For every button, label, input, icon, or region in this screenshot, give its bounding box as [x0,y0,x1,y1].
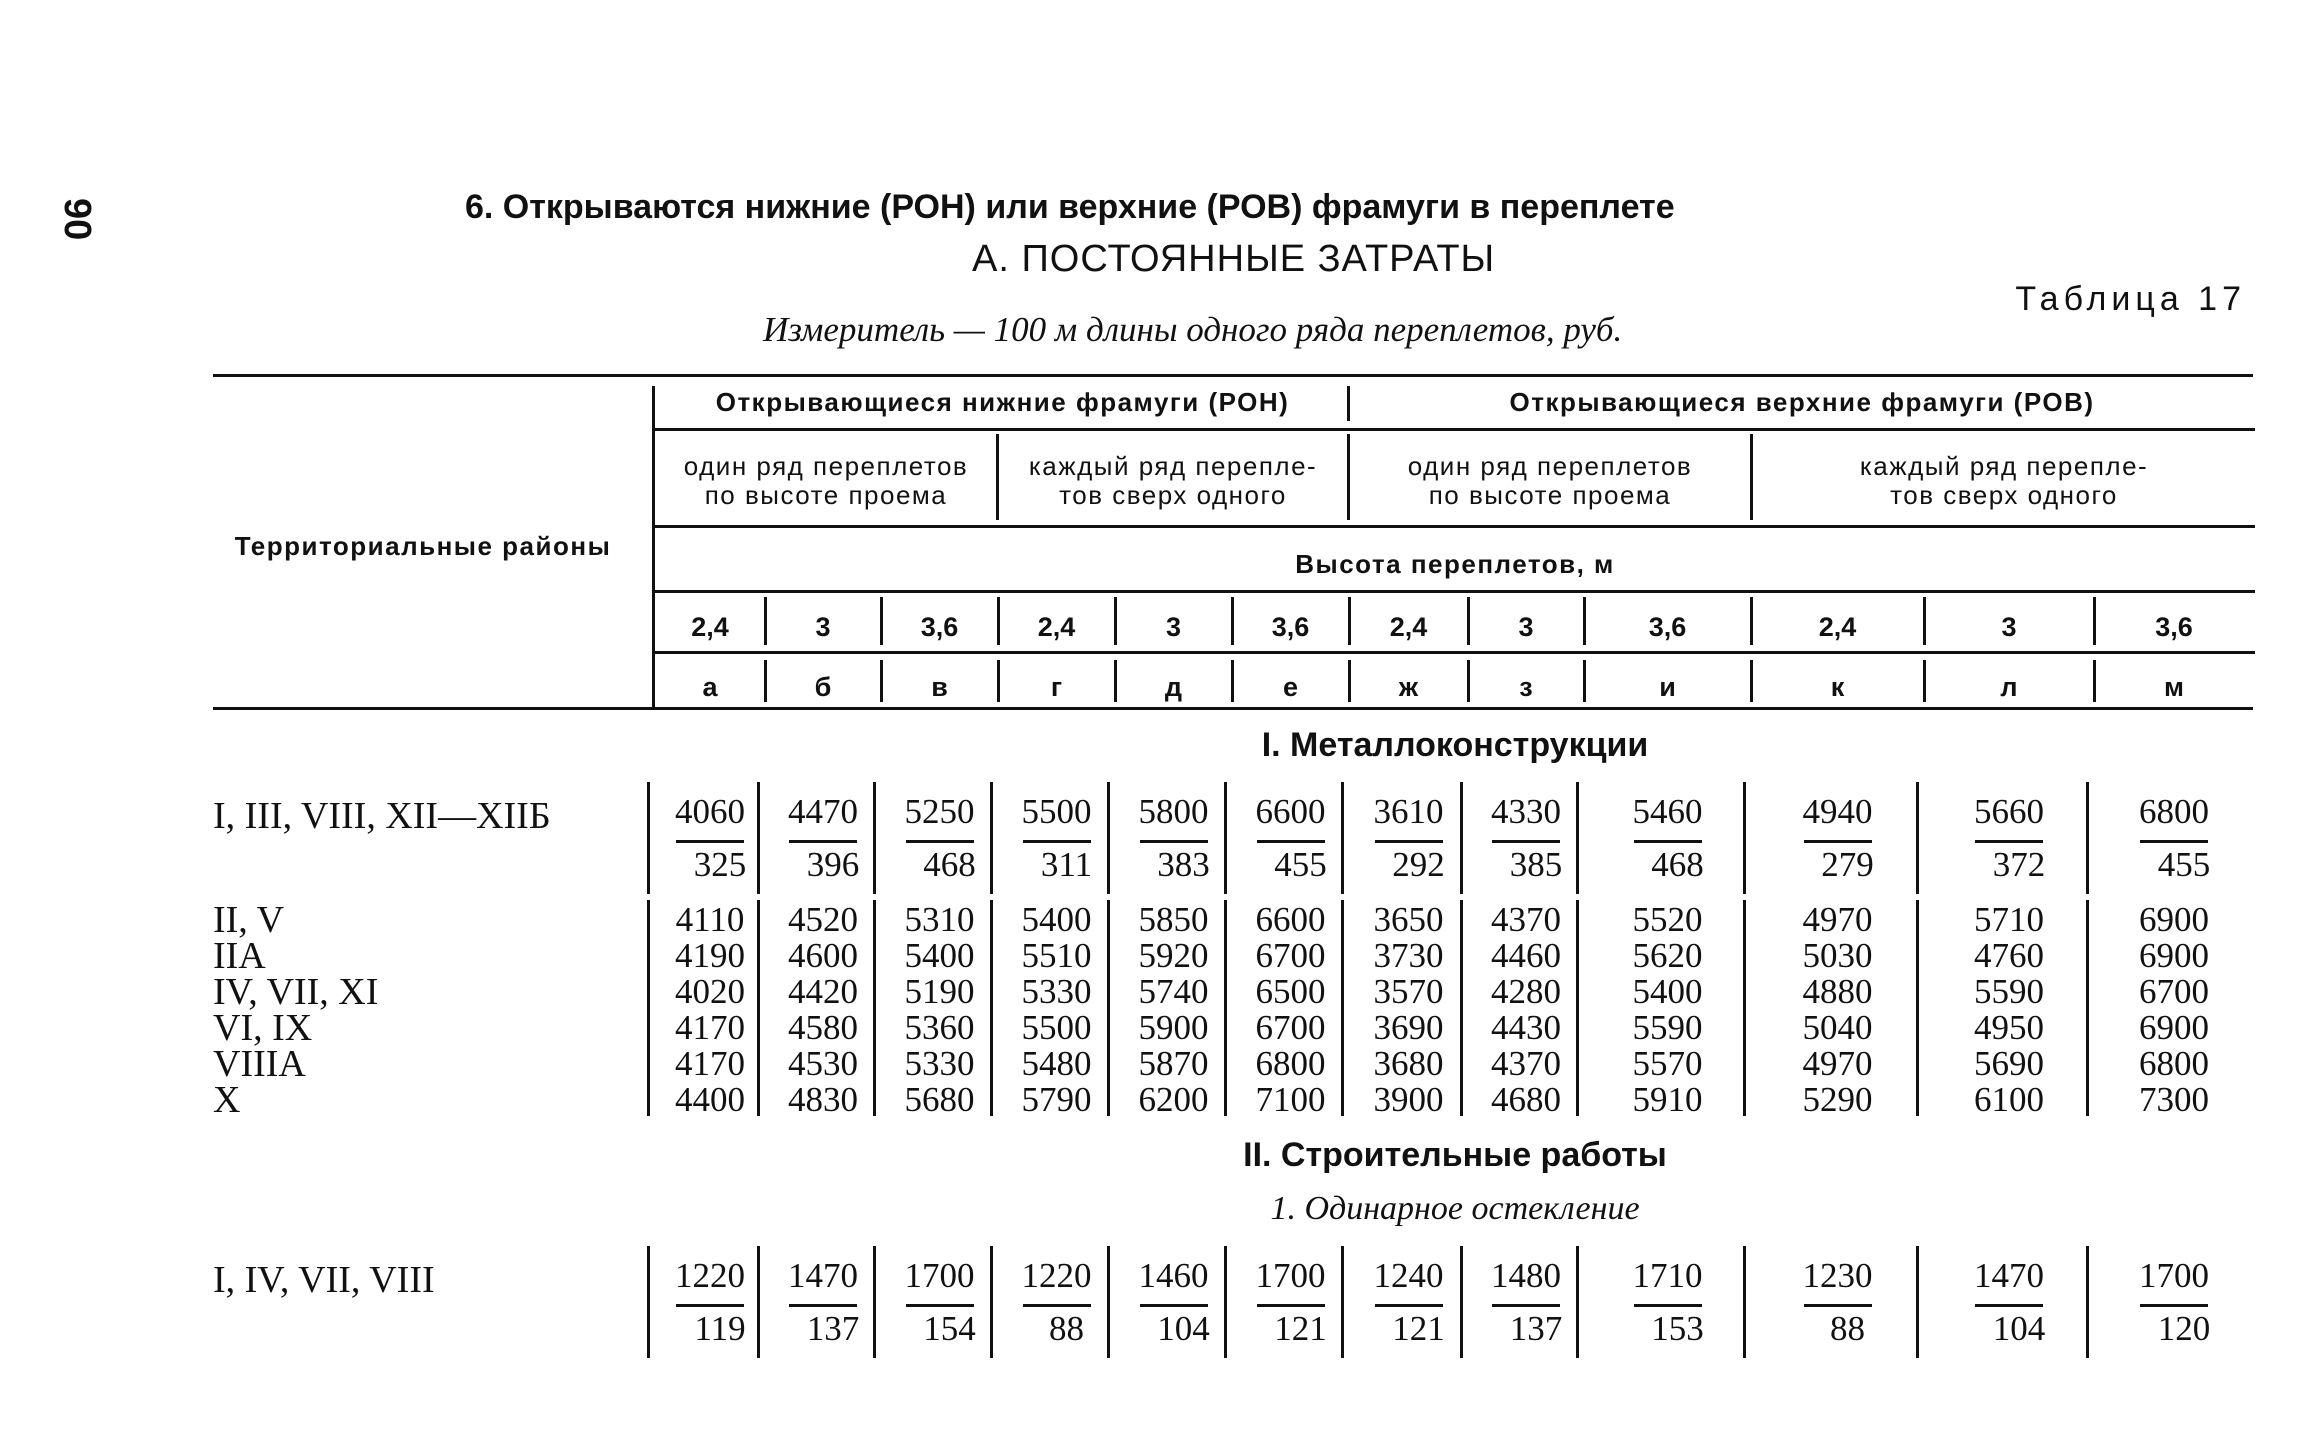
column-divider [1348,660,1351,702]
table-cell: 5400 [1632,972,1703,1011]
column-divider [1107,900,1110,1116]
table-cell: 6800 [1255,1044,1326,1083]
column-divider [1348,597,1351,645]
column-divider [1576,1246,1579,1358]
column-letter: ж [1398,672,1419,702]
column-divider [1341,1246,1344,1358]
subsection-title: А. ПОСТОЯННЫЕ ЗАТРАТЫ [972,238,1496,280]
table-cell: 5500 [1021,1008,1092,1047]
column-letter: б [814,672,832,702]
table-cell: 5690 [1974,1044,2044,1083]
height-cell: 2,4 [1818,612,1857,642]
table-cell: 6800 [2139,1044,2209,1083]
column-divider [1916,782,1919,894]
rov-each-row-header: каждый ряд перепле- тов сверх одного [1859,451,2149,510]
section-title: 6. Открываются нижние (РОН) или верхние (РОВ) фрамуги в переплете [465,188,1675,226]
height-cell: 3,6 [2155,612,2193,642]
construction-fraction-row-denominator: 104 [1157,1309,1210,1348]
section-heading-construction: II. Строительные работы [1243,1136,1667,1174]
column-letter: и [1659,672,1676,702]
table-cell: 6200 [1138,1080,1209,1119]
column-divider [1107,1246,1110,1358]
height-cell: 3,6 [1648,612,1687,642]
column-divider [2086,1246,2089,1358]
metal-fraction-row-fraction-bar [1634,840,1702,843]
column-divider [1916,1246,1919,1358]
table-cell: 4420 [788,972,858,1011]
column-divider [757,900,760,1116]
height-cell: 2,4 [1037,612,1076,642]
subgroup-rule [655,525,2255,528]
table-cell: 5190 [904,972,975,1011]
metal-fraction-row-denominator: 279 [1821,845,1874,884]
metal-fraction-row-fraction-bar [906,840,974,843]
column-divider [764,597,767,645]
height-label: Высота переплетов, м [1295,549,1615,579]
table-cell: 3690 [1373,1008,1444,1047]
column-divider [880,597,883,645]
height-cell: 2,4 [1389,612,1428,642]
construction-fraction-row-fraction-bar [1140,1304,1208,1307]
column-divider [873,900,876,1116]
column-divider [1923,597,1926,645]
table-cell: 4430 [1491,1008,1561,1047]
table-cell: 4280 [1491,972,1561,1011]
metal-fraction-row-fraction-bar [1492,840,1560,843]
column-divider [2086,782,2089,894]
column-divider [1583,660,1586,702]
construction-fraction-row-numerator: 1700 [1255,1256,1326,1295]
metal-fraction-row-fraction-bar [676,840,744,843]
column-divider [1743,1246,1746,1358]
column-divider [880,660,883,702]
table-cell: 6600 [1255,900,1326,939]
table-number: Таблица 17 [2015,280,2246,318]
table-cell: 3730 [1373,936,1444,975]
group-divider [1347,386,1350,421]
table-cell: 5040 [1802,1008,1873,1047]
construction-fraction-row-fraction-bar [2140,1304,2208,1307]
table-cell: 5360 [904,1008,975,1047]
metal-fraction-row-numerator: 4940 [1802,792,1873,831]
metal-fraction-row-numerator: 4470 [788,792,858,831]
table-cell: 4970 [1802,1044,1873,1083]
column-letter: л [2000,672,2018,702]
table-cell: 5510 [1021,936,1092,975]
column-divider [997,660,1000,702]
construction-fraction-row-denominator: 119 [694,1309,746,1348]
metal-fraction-row-fraction-bar [1023,840,1091,843]
construction-fraction-row-numerator: 1230 [1802,1256,1873,1295]
column-divider [1576,782,1579,894]
metal-row-label: VI, IX [213,1007,313,1049]
column-letter: з [1519,672,1533,702]
table-cell: 5400 [904,936,975,975]
table-cell: 4830 [788,1080,858,1119]
table-cell: 5920 [1138,936,1209,975]
column-divider [1576,900,1579,1116]
construction-fraction-row-fraction-bar [906,1304,974,1307]
table-cell: 5710 [1974,900,2044,939]
table-cell: 4680 [1491,1080,1561,1119]
table-cell: 5740 [1138,972,1209,1011]
height-cell: 3 [815,612,831,642]
construction-fraction-row-denominator: 88 [1049,1309,1084,1348]
construction-fraction-row-denominator: 121 [1392,1309,1445,1348]
height-cell: 3,6 [920,612,959,642]
construction-fraction-row-numerator: 1710 [1632,1256,1703,1295]
column-divider [757,782,760,894]
column-letter: е [1282,672,1299,702]
metal-fraction-row-fraction-bar [1257,840,1325,843]
column-divider [1224,1246,1227,1358]
table-cell: 3570 [1373,972,1444,1011]
column-letter: в [931,672,948,702]
column-divider [2093,660,2096,702]
metal-fraction-row-numerator: 6600 [1255,792,1326,831]
column-divider [1114,597,1117,645]
metal-fraction-row-numerator: 4060 [675,792,745,831]
column-divider [1743,782,1746,894]
column-divider [1231,597,1234,645]
header-bottom-rule [213,707,2253,710]
table-cell: 4370 [1491,1044,1561,1083]
section-heading-metal: I. Металлоконструкции [1261,726,1649,764]
column-divider [1107,782,1110,894]
column-divider [1224,782,1227,894]
metal-fraction-row-denominator: 325 [693,845,747,884]
table-cell: 4880 [1802,972,1873,1011]
construction-fraction-row-fraction-bar [1257,1304,1325,1307]
column-divider [873,1246,876,1358]
construction-fraction-row-denominator: 88 [1830,1309,1865,1348]
column-divider [990,900,993,1116]
construction-fraction-row-fraction-bar [676,1304,744,1307]
column-letter: к [1830,672,1845,702]
column-divider [873,782,876,894]
table-cell: 5520 [1632,900,1703,939]
table-cell: 5290 [1802,1080,1873,1119]
metal-fraction-row-numerator: 5460 [1632,792,1703,831]
metal-row-label: VIIIА [213,1043,306,1085]
column-letter: д [1164,672,1183,702]
table-cell: 4170 [675,1008,745,1047]
metal-fraction-row-fraction-bar [1140,840,1208,843]
metal-fraction-row-fraction-bar [2140,840,2208,843]
subgroup-divider-1 [996,434,999,520]
metal-fraction-row-denominator: 292 [1392,845,1445,884]
metal-fraction-row-numerator: 5800 [1138,792,1209,831]
column-divider [1916,900,1919,1116]
table-cell: 6700 [1255,1008,1326,1047]
table-cell: 5400 [1021,900,1092,939]
column-divider [1341,782,1344,894]
subgroup-divider-3 [1750,434,1753,520]
measure-caption: Измеритель — 100 м длины одного ряда переплетов, руб. [763,310,1623,349]
table-cell: 4460 [1491,936,1561,975]
column-divider [757,1246,760,1358]
column-divider [1583,597,1586,645]
construction-fraction-row-denominator: 137 [806,1309,860,1348]
table-cell: 7100 [1255,1080,1326,1119]
construction-fraction-row-numerator: 1700 [904,1256,975,1295]
table-cell: 4760 [1974,936,2044,975]
table-cell: 3680 [1373,1044,1444,1083]
table-cell: 4400 [675,1080,745,1119]
construction-fraction-row-numerator: 1480 [1491,1256,1561,1295]
table-cell: 5330 [1021,972,1092,1011]
rov-one-row-header: один ряд переплетов по высоте проема [1407,451,1693,510]
metal-fraction-row-fraction-bar [1804,840,1872,843]
metal-fraction-row-denominator: 385 [1509,845,1563,884]
column-divider [764,660,767,702]
metal-fraction-row-denominator: 383 [1157,845,1210,884]
metal-fraction-row-denominator: 311 [1040,845,1093,884]
column-divider [1460,900,1463,1116]
metal-row-label: II, V [213,899,285,941]
column-divider [647,782,650,894]
metal-fraction-row-fraction-bar [789,840,857,843]
column-letter: м [2164,672,2184,702]
metal-fraction-row-fraction-bar [1975,840,2043,843]
height-cell: 3 [1165,612,1182,642]
metal-fraction-row-numerator: 5500 [1021,792,1092,831]
header-top-rule [213,374,2253,377]
table-cell: 5620 [1632,936,1703,975]
construction-fraction-row-numerator: 1220 [1021,1256,1092,1295]
metal-fraction-row-denominator: 468 [923,845,976,884]
column-divider [647,1246,650,1358]
column-divider [1231,660,1234,702]
height-rule [655,590,2255,593]
construction-fraction-row-numerator: 1470 [788,1256,858,1295]
row-header-divider [652,386,655,708]
table-cell: 5850 [1138,900,1209,939]
construction-fraction-row-denominator: 104 [1992,1309,2046,1348]
height-cell: 3,6 [1271,612,1310,642]
group-rov-header: Открывающиеся верхние фрамуги (РОВ) [1509,387,2095,417]
height-cell: 3 [1518,612,1534,642]
column-divider [1750,660,1753,702]
column-divider [1114,660,1117,702]
metal-fraction-row-numerator: 3610 [1373,792,1444,831]
column-divider [1460,1246,1463,1358]
construction-fraction-row-denominator: 154 [923,1309,976,1348]
construction-fraction-row-fraction-bar [1023,1304,1091,1307]
metal-row-label: X [213,1079,241,1121]
table-cell: 4170 [675,1044,745,1083]
metal-fraction-row-denominator: 396 [806,845,860,884]
metal-fraction-row-label: I, III, VIII, XII—XIIБ [213,795,551,837]
table-cell: 7300 [2139,1080,2209,1119]
table-cell: 4970 [1802,900,1873,939]
table-cell: 3900 [1373,1080,1444,1119]
table-cell: 6700 [2139,972,2209,1011]
table-cell: 4020 [675,972,745,1011]
row-header: Территориальные районы [234,531,612,561]
column-divider [1224,900,1227,1116]
table-cell: 6900 [2139,900,2209,939]
metal-fraction-row-denominator: 468 [1651,845,1704,884]
table-cell: 5310 [904,900,975,939]
metal-fraction-row-numerator: 4330 [1491,792,1561,831]
metal-row-label: IV, VII, XI [213,971,379,1013]
table-cell: 4580 [788,1008,858,1047]
column-divider [1467,660,1470,702]
construction-fraction-row-fraction-bar [1492,1304,1560,1307]
column-divider [1923,660,1926,702]
table-cell: 4190 [675,936,745,975]
column-divider [647,900,650,1116]
ron-one-row-header: один ряд переплетов по высоте проема [683,451,969,510]
table-cell: 6500 [1255,972,1326,1011]
column-divider [990,1246,993,1358]
table-cell: 5870 [1138,1044,1209,1083]
metal-fraction-row-numerator: 5660 [1974,792,2044,831]
construction-fraction-row-fraction-bar [1975,1304,2043,1307]
construction-fraction-row-numerator: 1220 [675,1256,745,1295]
table-cell: 6900 [2139,1008,2209,1047]
metal-row-label: IIА [213,935,266,977]
column-divider [990,782,993,894]
table-cell: 5590 [1632,1008,1703,1047]
column-divider [1460,782,1463,894]
table-cell: 4600 [788,936,858,975]
ron-each-row-header: каждый ряд перепле- тов сверх одного [1028,451,1318,510]
column-letter: а [702,672,718,702]
construction-fraction-row-fraction-bar [789,1304,857,1307]
table-cell: 5910 [1632,1080,1703,1119]
column-divider [1750,597,1753,645]
table-cell: 3650 [1373,900,1444,939]
table-cell: 4110 [675,900,745,939]
table-cell: 6700 [1255,936,1326,975]
heights-rule [655,651,2255,654]
construction-fraction-row-denominator: 120 [2157,1309,2211,1348]
group-rule [655,428,2255,431]
column-divider [997,597,1000,645]
page-number: 90 [56,198,98,241]
construction-fraction-row-numerator: 1240 [1373,1256,1444,1295]
construction-fraction-row-label: I, IV, VII, VIII [213,1259,435,1301]
construction-fraction-row-numerator: 1460 [1138,1256,1209,1295]
metal-fraction-row-fraction-bar [1375,840,1443,843]
table-cell: 5590 [1974,972,2044,1011]
metal-fraction-row-denominator: 455 [2157,845,2211,884]
metal-fraction-row-numerator: 5250 [904,792,975,831]
table-cell: 6100 [1974,1080,2044,1119]
table-cell: 6900 [2139,936,2209,975]
construction-fraction-row-fraction-bar [1804,1304,1872,1307]
table-cell: 5030 [1802,936,1873,975]
height-cell: 3 [2001,612,2017,642]
column-divider [1341,900,1344,1116]
subheading-single-glazing: 1. Одинарное остекление [1270,1190,1640,1227]
column-divider [1467,597,1470,645]
table-cell: 4370 [1491,900,1561,939]
metal-fraction-row-numerator: 6800 [2139,792,2209,831]
construction-fraction-row-denominator: 153 [1651,1309,1704,1348]
table-cell: 5680 [904,1080,975,1119]
table-cell: 4530 [788,1044,858,1083]
table-cell: 5570 [1632,1044,1703,1083]
column-divider [1743,900,1746,1116]
construction-fraction-row-fraction-bar [1634,1304,1702,1307]
construction-fraction-row-numerator: 1700 [2139,1256,2209,1295]
table-cell: 5330 [904,1044,975,1083]
construction-fraction-row-fraction-bar [1375,1304,1443,1307]
table-cell: 4950 [1974,1008,2044,1047]
construction-fraction-row-numerator: 1470 [1974,1256,2044,1295]
column-divider [2093,597,2096,645]
metal-fraction-row-denominator: 372 [1992,845,2046,884]
group-ron-header: Открывающиеся нижние фрамуги (РОН) [715,387,1290,417]
column-divider [2086,900,2089,1116]
column-letter: г [1050,672,1063,702]
table-cell: 5790 [1021,1080,1092,1119]
table-cell: 5480 [1021,1044,1092,1083]
construction-fraction-row-denominator: 121 [1274,1309,1327,1348]
table-cell: 5900 [1138,1008,1209,1047]
metal-fraction-row-denominator: 455 [1274,845,1327,884]
construction-fraction-row-denominator: 137 [1509,1309,1563,1348]
table-cell: 4520 [788,900,858,939]
height-cell: 2,4 [691,612,729,642]
